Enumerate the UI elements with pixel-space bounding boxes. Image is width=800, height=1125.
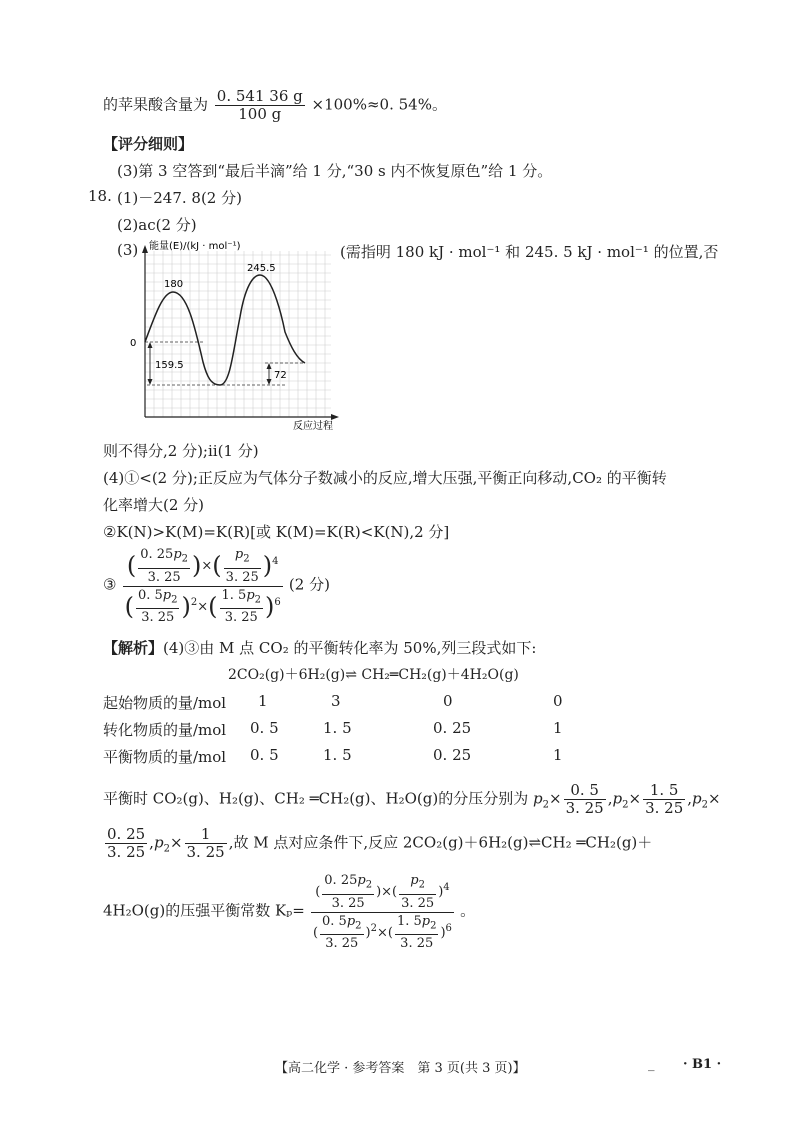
row-label: 转化物质的量/mol bbox=[103, 721, 227, 739]
cell-co2: 0. 5 bbox=[250, 719, 279, 737]
q18-part4-3 bbox=[103, 546, 330, 626]
peak2-label: 245.5 bbox=[247, 263, 276, 274]
pressure-line2-tail: ,故 M 点对应条件下,反应 2CO₂(g)＋6H₂(g)⇌CH₂ ═CH₂(g)＋ bbox=[228, 833, 653, 852]
y-axis-label: 能量(E)/(kJ · mol⁻¹) bbox=[149, 241, 241, 252]
partial-pressure-line2: $\frac{0. 25}{3. 25}$ $,p_2\times$ $\frac{1}{3. 25}$ ,故 M 点对应条件下,反应 2CO₂(g)＋6H₂(g)⇌CH₂ ═CH₂(g)＋ bbox=[107, 825, 653, 861]
final-gap-label: 72 bbox=[274, 370, 287, 381]
cell-c2h4: 0. 25 bbox=[433, 719, 472, 737]
footer-center: 【高二化学 · 参考答案 第 3 页(共 3 页)】 bbox=[275, 1061, 526, 1076]
cell-h2o: 1 bbox=[553, 719, 563, 737]
zero-label: 0 bbox=[130, 338, 137, 349]
cell-h2: 3 bbox=[331, 692, 341, 710]
cell-h2o: 0 bbox=[553, 692, 563, 710]
q18-part2: (2)ac(2 分) bbox=[117, 216, 197, 234]
line1-suffix: ×100%≈0. 54%。 bbox=[311, 95, 447, 114]
q18-part4-3-suffix: (2 分) bbox=[288, 575, 330, 594]
peak1-label: 180 bbox=[164, 279, 184, 290]
trough-arrowhead-down bbox=[148, 379, 153, 385]
q18-part1: (1)－247. 8(2 分) bbox=[117, 189, 242, 207]
cell-co2: 0. 5 bbox=[250, 746, 279, 764]
analysis-heading: 【解析】 bbox=[103, 639, 164, 657]
analysis-intro-line bbox=[103, 637, 536, 658]
kp-line bbox=[103, 872, 475, 952]
cell-h2o: 1 bbox=[553, 746, 563, 764]
chart-grid bbox=[145, 251, 331, 417]
q18-part3-label: (3) bbox=[117, 241, 139, 259]
row-label: 平衡物质的量/mol bbox=[103, 748, 227, 766]
q18-part4-2: ②K(N)>K(M)=K(R)[或 K(M)=K(R)<K(N),2 分] bbox=[103, 523, 450, 541]
partial-pressure-text: 平衡时 CO₂(g)、H₂(g)、CH₂ ═CH₂(g)、H₂O(g)的分压分别为 bbox=[103, 789, 529, 808]
y-axis-arrow bbox=[142, 245, 148, 253]
energy-profile-chart bbox=[125, 237, 340, 435]
cell-c2h4: 0 bbox=[443, 692, 453, 710]
q18-part3-note-cont: 则不得分,2 分);ⅱ(1 分) bbox=[103, 442, 259, 460]
scoring-heading: 【评分细则】 bbox=[103, 135, 194, 153]
cell-c2h4: 0. 25 bbox=[433, 746, 472, 764]
q18-number: 18. bbox=[88, 187, 112, 205]
scoring-text: (3)第 3 空答到“最后半滴”给 1 分,“30 s 内不恢复原色”给 1 分。 bbox=[117, 162, 553, 180]
kp-numerator: ( $\frac{0. 25p_2}{3. 25}$ )×( $\frac{p_2}{3. 25}$ )$^4$ bbox=[311, 872, 454, 913]
cell-h2: 1. 5 bbox=[323, 746, 352, 764]
q18-part4-3-label: ③ bbox=[103, 575, 117, 594]
q18-part4-line1: (4)①<(2 分);正反应为气体分子数减小的反应,增大压强,平衡正向移动,CO₂ 的平衡转 bbox=[103, 469, 667, 487]
q18-part3-note: (需指明 180 kJ · mol⁻¹ 和 245. 5 kJ · mol⁻¹ 的位置,否 bbox=[340, 243, 719, 261]
footer-dash: _ bbox=[648, 1057, 655, 1072]
malic-acid-line bbox=[103, 88, 447, 123]
analysis-intro: (4)③由 M 点 CO₂ 的平衡转化率为 50%,列三段式如下: bbox=[163, 639, 537, 657]
q18-part4-line2: 化率增大(2 分) bbox=[103, 496, 205, 514]
partial-pressure-line: 平衡时 CO₂(g)、H₂(g)、CH₂ ═CH₂(g)、H₂O(g)的分压分别为 $p_2\times$ $\frac{0. 5}{3. 25}$ $,p_2\times$ $\frac{1. 5}{3. 25}$ $,p_2\times$ bbox=[103, 781, 721, 817]
kp-suffix: 。 bbox=[460, 901, 476, 920]
cell-co2: 1 bbox=[258, 692, 268, 710]
x-axis-arrow bbox=[331, 414, 339, 420]
kp-fraction bbox=[311, 872, 454, 952]
kp-denominator: ( $\frac{0. 5p_2}{3. 25}$ )$^2$×( $\frac{1. 5p_2}{3. 25}$ )$^6$ bbox=[312, 913, 452, 952]
kp-prefix: 4H₂O(g)的压强平衡常数 Kₚ= bbox=[103, 901, 305, 920]
cell-h2: 1. 5 bbox=[323, 719, 352, 737]
kp-answer-numerator: ( $\frac{0. 25p_2}{3. 25}$ )×( $\frac{p_2}{3. 25}$ )$^4$ bbox=[123, 546, 283, 587]
footer-page-code: · B1 · bbox=[683, 1057, 722, 1072]
kp-answer-denominator: ( $\frac{0. 5p_2}{3. 25}$ )$^2$×( $\frac{1. 5p_2}{3. 25}$ )$^6$ bbox=[124, 587, 281, 626]
row-label: 起始物质的量/mol bbox=[103, 694, 227, 712]
line1-prefix: 的苹果酸含量为 bbox=[103, 95, 209, 114]
malic-numerator: 0. 541 36 g bbox=[216, 87, 303, 105]
trough-label: 159.5 bbox=[155, 360, 184, 371]
x-axis-label: 反应过程 bbox=[293, 421, 333, 432]
malic-fraction bbox=[215, 88, 305, 123]
kp-answer-fraction bbox=[123, 546, 283, 626]
reaction-equation: 2CO₂(g)＋6H₂(g)⇌ CH₂═CH₂(g)＋4H₂O(g) bbox=[228, 667, 519, 683]
malic-denominator: 100 g bbox=[238, 105, 282, 123]
